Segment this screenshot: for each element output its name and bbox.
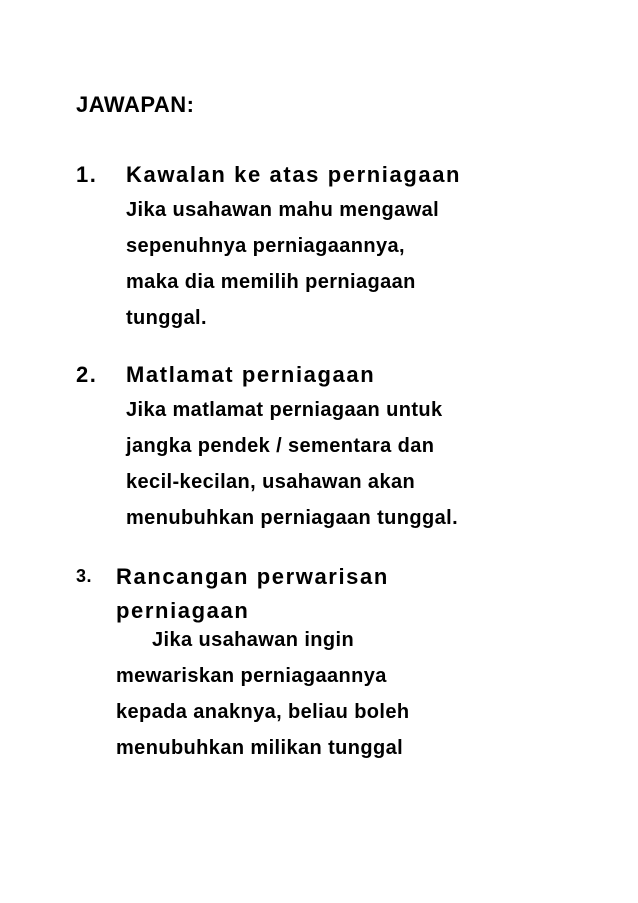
item-body xyxy=(116,622,410,766)
body-line: Jika matlamat perniagaan untuk xyxy=(126,399,443,421)
body-line: sepenuhnya perniagaannya, xyxy=(126,235,405,257)
title-line: perniagaan xyxy=(116,598,250,623)
item-body xyxy=(126,392,458,536)
item-body xyxy=(126,192,439,336)
body-line: kecil-kecilan, usahawan akan xyxy=(126,471,416,493)
item-title xyxy=(116,560,389,628)
title-line: Rancangan perwarisan xyxy=(116,564,389,589)
body-line: mewariskan perniagaannya xyxy=(116,665,387,687)
item-number: 2. xyxy=(76,362,98,387)
body-line: Jika usahawan mahu mengawal xyxy=(126,199,440,221)
body-line: menubuhkan milikan tunggal xyxy=(116,737,404,759)
body-line: maka dia memilih perniagaan xyxy=(126,271,416,293)
document-heading: JAWAPAN: xyxy=(76,92,195,117)
item-title: Matlamat perniagaan xyxy=(126,362,376,387)
body-line: menubuhkan perniagaan tunggal. xyxy=(126,507,459,529)
item-number: 3. xyxy=(76,566,93,586)
item-title: Kawalan ke atas perniagaan xyxy=(126,162,462,187)
body-line: kepada anaknya, beliau boleh xyxy=(116,701,410,723)
body-line: jangka pendek / sementara dan xyxy=(126,435,435,457)
body-line: tunggal. xyxy=(126,307,207,329)
item-number: 1. xyxy=(76,162,98,187)
body-line: Jika usahawan ingin xyxy=(152,629,355,651)
